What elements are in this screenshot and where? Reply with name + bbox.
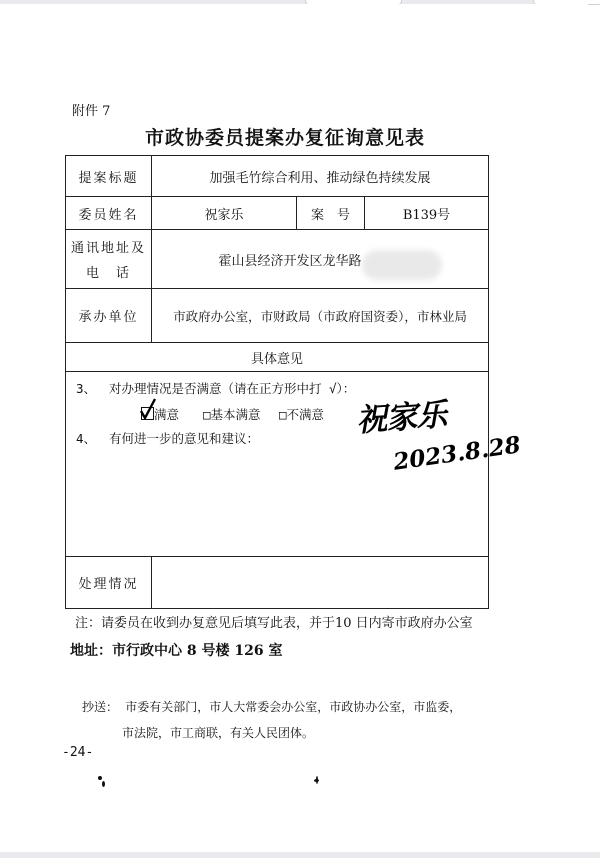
case-number-label: 案 号: [297, 197, 365, 230]
processing-value: [152, 557, 489, 609]
contact-address: 霍山县经济开发区龙华路: [218, 253, 362, 269]
viewer-bottom-bar: [0, 852, 600, 858]
footnote: 注：请委员在收到办复意见后填写此表，并于10 日内寄市政府办公室: [75, 616, 473, 631]
question-3-text: 对办理情况是否满意（请在正方形中打 √）：: [109, 381, 356, 396]
cc-line-1: 抄送： 市委有关部门，市人大常委会办公室，市政协办公室，市监委，: [82, 700, 462, 714]
question-4-text: 有何进一步的意见和建议：: [109, 431, 260, 446]
mailing-address: 地址：市行政中心 8 号楼 126 室: [70, 643, 283, 659]
option-satisfied: [141, 405, 179, 423]
handwritten-signature: 祝家乐: [355, 396, 448, 440]
scan-speck: [102, 781, 105, 787]
feedback-form-table: [65, 155, 489, 609]
question-3-number: 3、: [76, 381, 97, 396]
contact-label-line1: 通讯地址及: [70, 241, 146, 256]
checked-box-icon: [141, 407, 154, 420]
scan-speck: [316, 776, 318, 784]
attachment-label: 附件 7: [72, 104, 111, 119]
option-satisfied-label: 满意: [154, 407, 180, 422]
document-title: 市政协委员提案办复征询意见表: [145, 127, 426, 149]
question-4-number: 4、: [76, 431, 97, 446]
proposal-title-label: 提案标题: [66, 156, 152, 197]
opinion-header: 具体意见: [66, 343, 489, 372]
member-name-label: 委员姓名: [66, 197, 152, 230]
contact-label-line2: 电 话: [85, 266, 131, 281]
processing-label: 处理情况: [66, 557, 152, 609]
case-number-value: B139号: [365, 197, 489, 230]
proposal-title-value: 加强毛竹综合利用、推动绿色持续发展: [152, 156, 489, 197]
member-name-value: 祝家乐: [152, 197, 297, 230]
handling-unit-value: 市政府办公室，市财政局（市政府国资委），市林业局: [152, 289, 489, 343]
scan-speck: [98, 776, 102, 780]
option-not-satisfied: □不满意: [279, 407, 325, 422]
cc-line-2: 市法院，市工商联，有关人民团体。: [122, 726, 315, 740]
contact-label: [66, 230, 152, 289]
redacted-phone: [362, 250, 442, 280]
option-basic-satisfied: □基本满意: [203, 407, 261, 422]
handling-unit-label: 承办单位: [66, 289, 152, 343]
handwritten-date: 2023.8.28: [391, 431, 523, 476]
page-number: -24-: [62, 745, 94, 760]
